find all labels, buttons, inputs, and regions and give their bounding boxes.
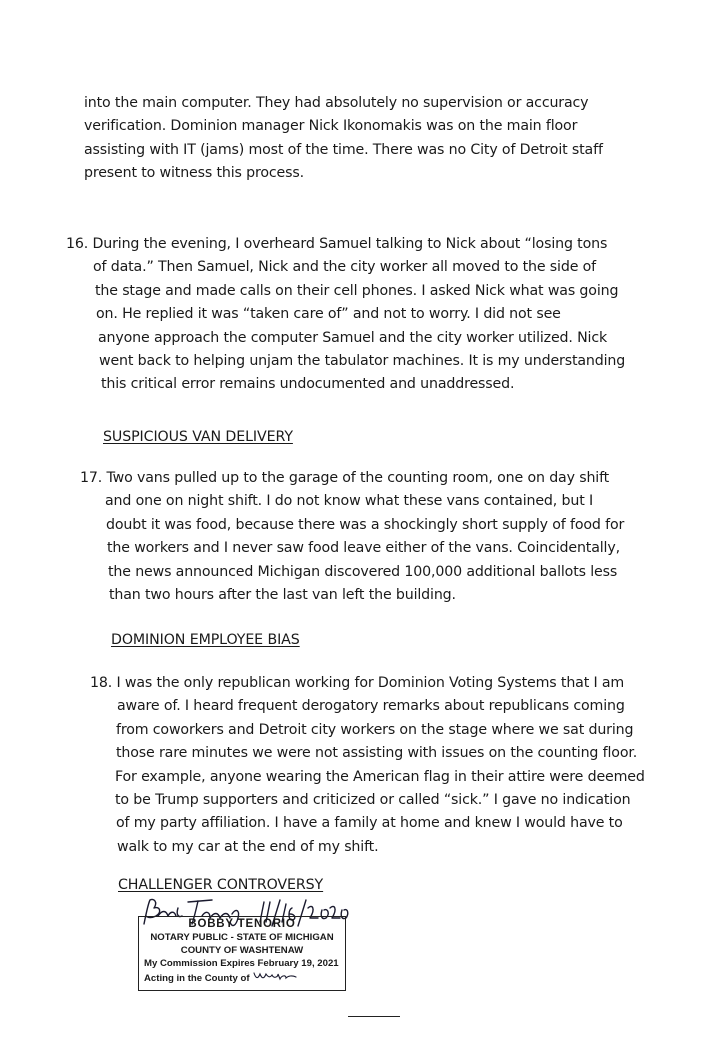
text-line: For example, anyone wearing the American flag in their attire were deemed <box>115 768 645 785</box>
text-line: aware of. I heard frequent derogatory remarks about republicans coming <box>117 698 625 715</box>
section-heading-bias: DOMINION EMPLOYEE BIAS <box>111 632 300 648</box>
notary-acting-county <box>144 971 350 985</box>
text-line: and one on night shift. I do not know what these vans contained, but I <box>105 493 594 510</box>
footer-divider <box>348 1016 400 1017</box>
text-line: verification. Dominion manager Nick Ikonomakis was on the main floor <box>84 118 578 135</box>
acting-county-label: Acting in the County of <box>144 973 250 984</box>
text-line: from coworkers and Detroit city workers on the stage where we sat during <box>116 721 634 738</box>
paragraph-intro <box>84 92 603 186</box>
text-line: those rare minutes we were not assisting with issues on the counting floor. <box>116 745 638 762</box>
text-line <box>66 233 625 256</box>
text-line-content: I was the only republican working for Dominion Voting Systems that I am <box>112 675 625 691</box>
text-line: than two hours after the last van left the building. <box>109 587 456 604</box>
notary-stamp <box>138 916 346 991</box>
text-line: into the main computer. They had absolutely no supervision or accuracy <box>84 95 589 111</box>
text-line-content: During the evening, I overheard Samuel talking to Nick about “losing tons <box>88 236 608 252</box>
paragraph-number: 16. <box>66 236 89 252</box>
notary-title: NOTARY PUBLIC - STATE OF MICHIGAN <box>150 932 334 943</box>
text-line: to be Trump supporters and criticized or called “sick.” I gave no indication <box>115 792 631 809</box>
text-line <box>80 467 624 490</box>
text-line: this critical error remains undocumented and unaddressed. <box>101 376 515 393</box>
text-line <box>90 672 645 695</box>
section-heading-challenger: CHALLENGER CONTROVERSY <box>118 877 324 893</box>
paragraph-18 <box>90 672 645 859</box>
text-line: the stage and made calls on their cell phones. I asked Nick what was going <box>95 282 619 299</box>
text-line: the workers and I never saw food leave either of the vans. Coincidentally, <box>107 540 620 557</box>
text-line: doubt it was food, because there was a shockingly short supply of food for <box>106 516 625 533</box>
notary-commission: My Commission Expires February 19, 2021 <box>144 958 339 969</box>
text-line: walk to my car at the end of my shift. <box>117 838 379 855</box>
paragraph-number: 17. <box>80 470 103 486</box>
text-line: assisting with IT (jams) most of the time. There was no City of Detroit staff <box>84 141 603 158</box>
paragraph-number: 18. <box>90 675 113 691</box>
text-line: of my party affiliation. I have a family at home and knew I would have to <box>116 815 623 832</box>
text-line: went back to helping unjam the tabulator machines. It is my understanding <box>99 353 626 370</box>
paragraph-16 <box>66 233 625 397</box>
notary-county: COUNTY OF WASHTENAW <box>180 945 304 956</box>
text-line-content: Two vans pulled up to the garage of the counting room, one on day shift <box>102 470 610 486</box>
handwritten-county <box>252 971 300 981</box>
text-line: present to witness this process. <box>84 165 304 182</box>
text-line: the news announced Michigan discovered 100,000 additional ballots less <box>108 563 618 580</box>
text-line: of data.” Then Samuel, Nick and the city worker all moved to the side of <box>93 259 597 276</box>
text-line: anyone approach the computer Samuel and the city worker utilized. Nick <box>98 329 608 346</box>
paragraph-17 <box>80 467 624 607</box>
text-line: on. He replied it was “taken care of” and not to worry. I did not see <box>96 306 561 323</box>
notary-name: BOBBY TENORIO <box>188 918 296 930</box>
section-heading-van: SUSPICIOUS VAN DELIVERY <box>103 429 293 445</box>
